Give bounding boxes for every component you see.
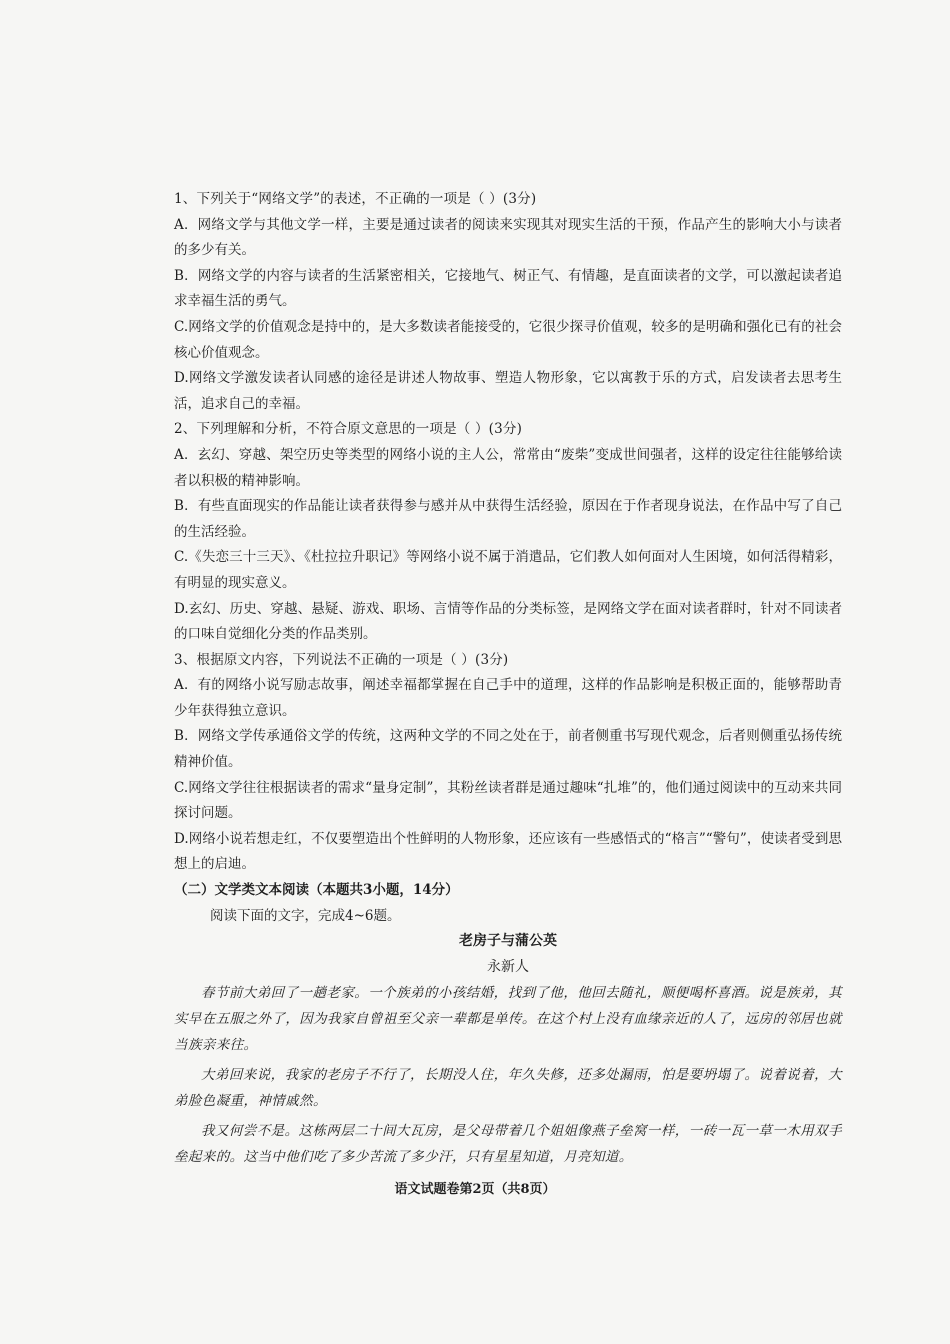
question-3-option-c: C.网络文学往往根据读者的需求“量身定制”，其粉丝读者群是通过趣味“扎堆”的，他们通过阅读中的互动来共同探讨问题。 (174, 779, 842, 822)
question-1-option-d: D.网络文学激发读者认同感的途径是讲述人物故事、塑造人物形象，它以寓教于乐的方式，启发读者去思考生活，追求自己的幸福。 (174, 370, 842, 412)
question-3-option-d: D.网络小说若想走红，不仅要塑造出个性鲜明的人物形象，还应该有一些感悟式的“格言”“警句”，使读者受到思想上的启迪。 (174, 830, 842, 873)
question-3-stem: 3、根据原文内容，下列说法不正确的一项是（ ）(3分) (174, 651, 509, 668)
question-1-option-c: C.网络文学的价值观念是持中的，是大多数读者能接受的，它很少探寻价值观，较多的是明确和强化已有的社会核心价值观念。 (174, 318, 842, 361)
question-3-option-b: B．网络文学传承通俗文学的传统，这两种文学的不同之处在于，前者侧重书写现代观念，后者则侧重弘扬传统精神价值。 (174, 728, 842, 771)
question-3-option-a: A．有的网络小说写励志故事，阐述幸福都掌握在自己手中的道理，这样的作品影响是积极正面的，能够帮助青少年获得独立意识。 (174, 677, 842, 719)
question-1-option-b: B．网络文学的内容与读者的生活紧密相关，它接地气、树正气、有情趣，是直面读者的文学，可以激起读者追求幸福生活的勇气。 (174, 267, 842, 310)
question-2-option-a: A．玄幻、穿越、架空历史等类型的网络小说的主人公，常常由“废柴”变成世间强者，这样的设定往往能够给读者以积极的精神影响。 (174, 446, 842, 489)
story-paragraph-2: 大弟回来说，我家的老房子不行了，长期没人住，年久失修，还多处漏雨，怕是要坍塌了。说着说着，大弟脸色凝重，神情戚然。 (174, 1067, 842, 1110)
page-content (174, 187, 842, 1174)
question-2-option-b: B．有些直面现实的作品能让读者获得参与感并从中获得生活经验，原因在于作者现身说法，在作品中写了自己的生活经验。 (174, 498, 842, 540)
question-2-option-c: C.《失恋三十三天》、《杜拉拉升职记》等网络小说不属于消遣品，它们教人如何面对人生困境，如何活得精彩，有明显的现实意义。 (174, 549, 842, 591)
page-footer: 语文试题卷第2页（共8页） (394, 1182, 556, 1197)
section-heading: （二）文学类文本阅读（本题共3小题，14分） (174, 882, 459, 899)
section-instruction: 阅读下面的文字，完成4~6题。 (210, 907, 401, 924)
story-author: 永新人 (487, 958, 529, 975)
story-body (174, 980, 842, 1170)
story-title: 老房子与蒲公英 (459, 933, 557, 950)
story-paragraph-1: 春节前大弟回了一趟老家。一个族弟的小孩结婚，找到了他，他回去随礼，顺便喝杯喜酒。说是族弟，其实早在五服之外了，因为我家自曾祖至父亲一辈都是单传。在这个村上没有血缘亲近的人了，远房的邻居也就当族亲来往。 (174, 985, 842, 1054)
question-1-stem: 1、下列关于“网络文学”的表述，不正确的一项是（ ）(3分) (174, 191, 537, 207)
question-1-option-a: A．网络文学与其他文学一样，主要是通过读者的阅读来实现其对现实生活的干预，作品产生的影响大小与读者的多少有关。 (174, 216, 842, 259)
question-2-stem: 2、下列理解和分析，不符合原文意思的一项是（ ）(3分) (174, 421, 523, 438)
story-paragraph-3: 我又何尝不是。这栋两层二十间大瓦房，是父母带着几个姐姐像燕子垒窝一样，一砖一瓦一草一木用双手垒起来的。这当中他们吃了多少苦流了多少汗，只有星星知道，月亮知道。 (174, 1123, 842, 1166)
question-2-option-d: D.玄幻、历史、穿越、悬疑、游戏、职场、言情等作品的分类标签，是网络文学在面对读者群时，针对不同读者的口味自觉细化分类的作品类别。 (174, 600, 842, 643)
